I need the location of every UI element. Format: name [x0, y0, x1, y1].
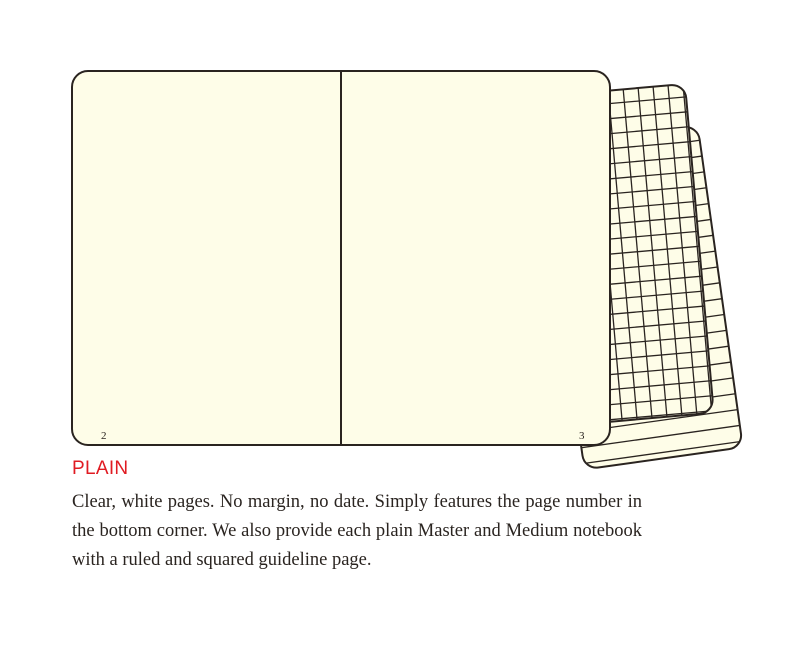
section-title: PLAIN [72, 458, 129, 479]
left-page-number: 2 [101, 430, 107, 442]
open-notebook-spread [72, 71, 610, 445]
right-page-number: 3 [579, 430, 585, 442]
section-description: Clear, white pages. No margin, no date. Simply features the page number in the bottom corner. We also provide each plain Master and Medium notebook with a ruled and squared guideline page. [72, 492, 642, 570]
